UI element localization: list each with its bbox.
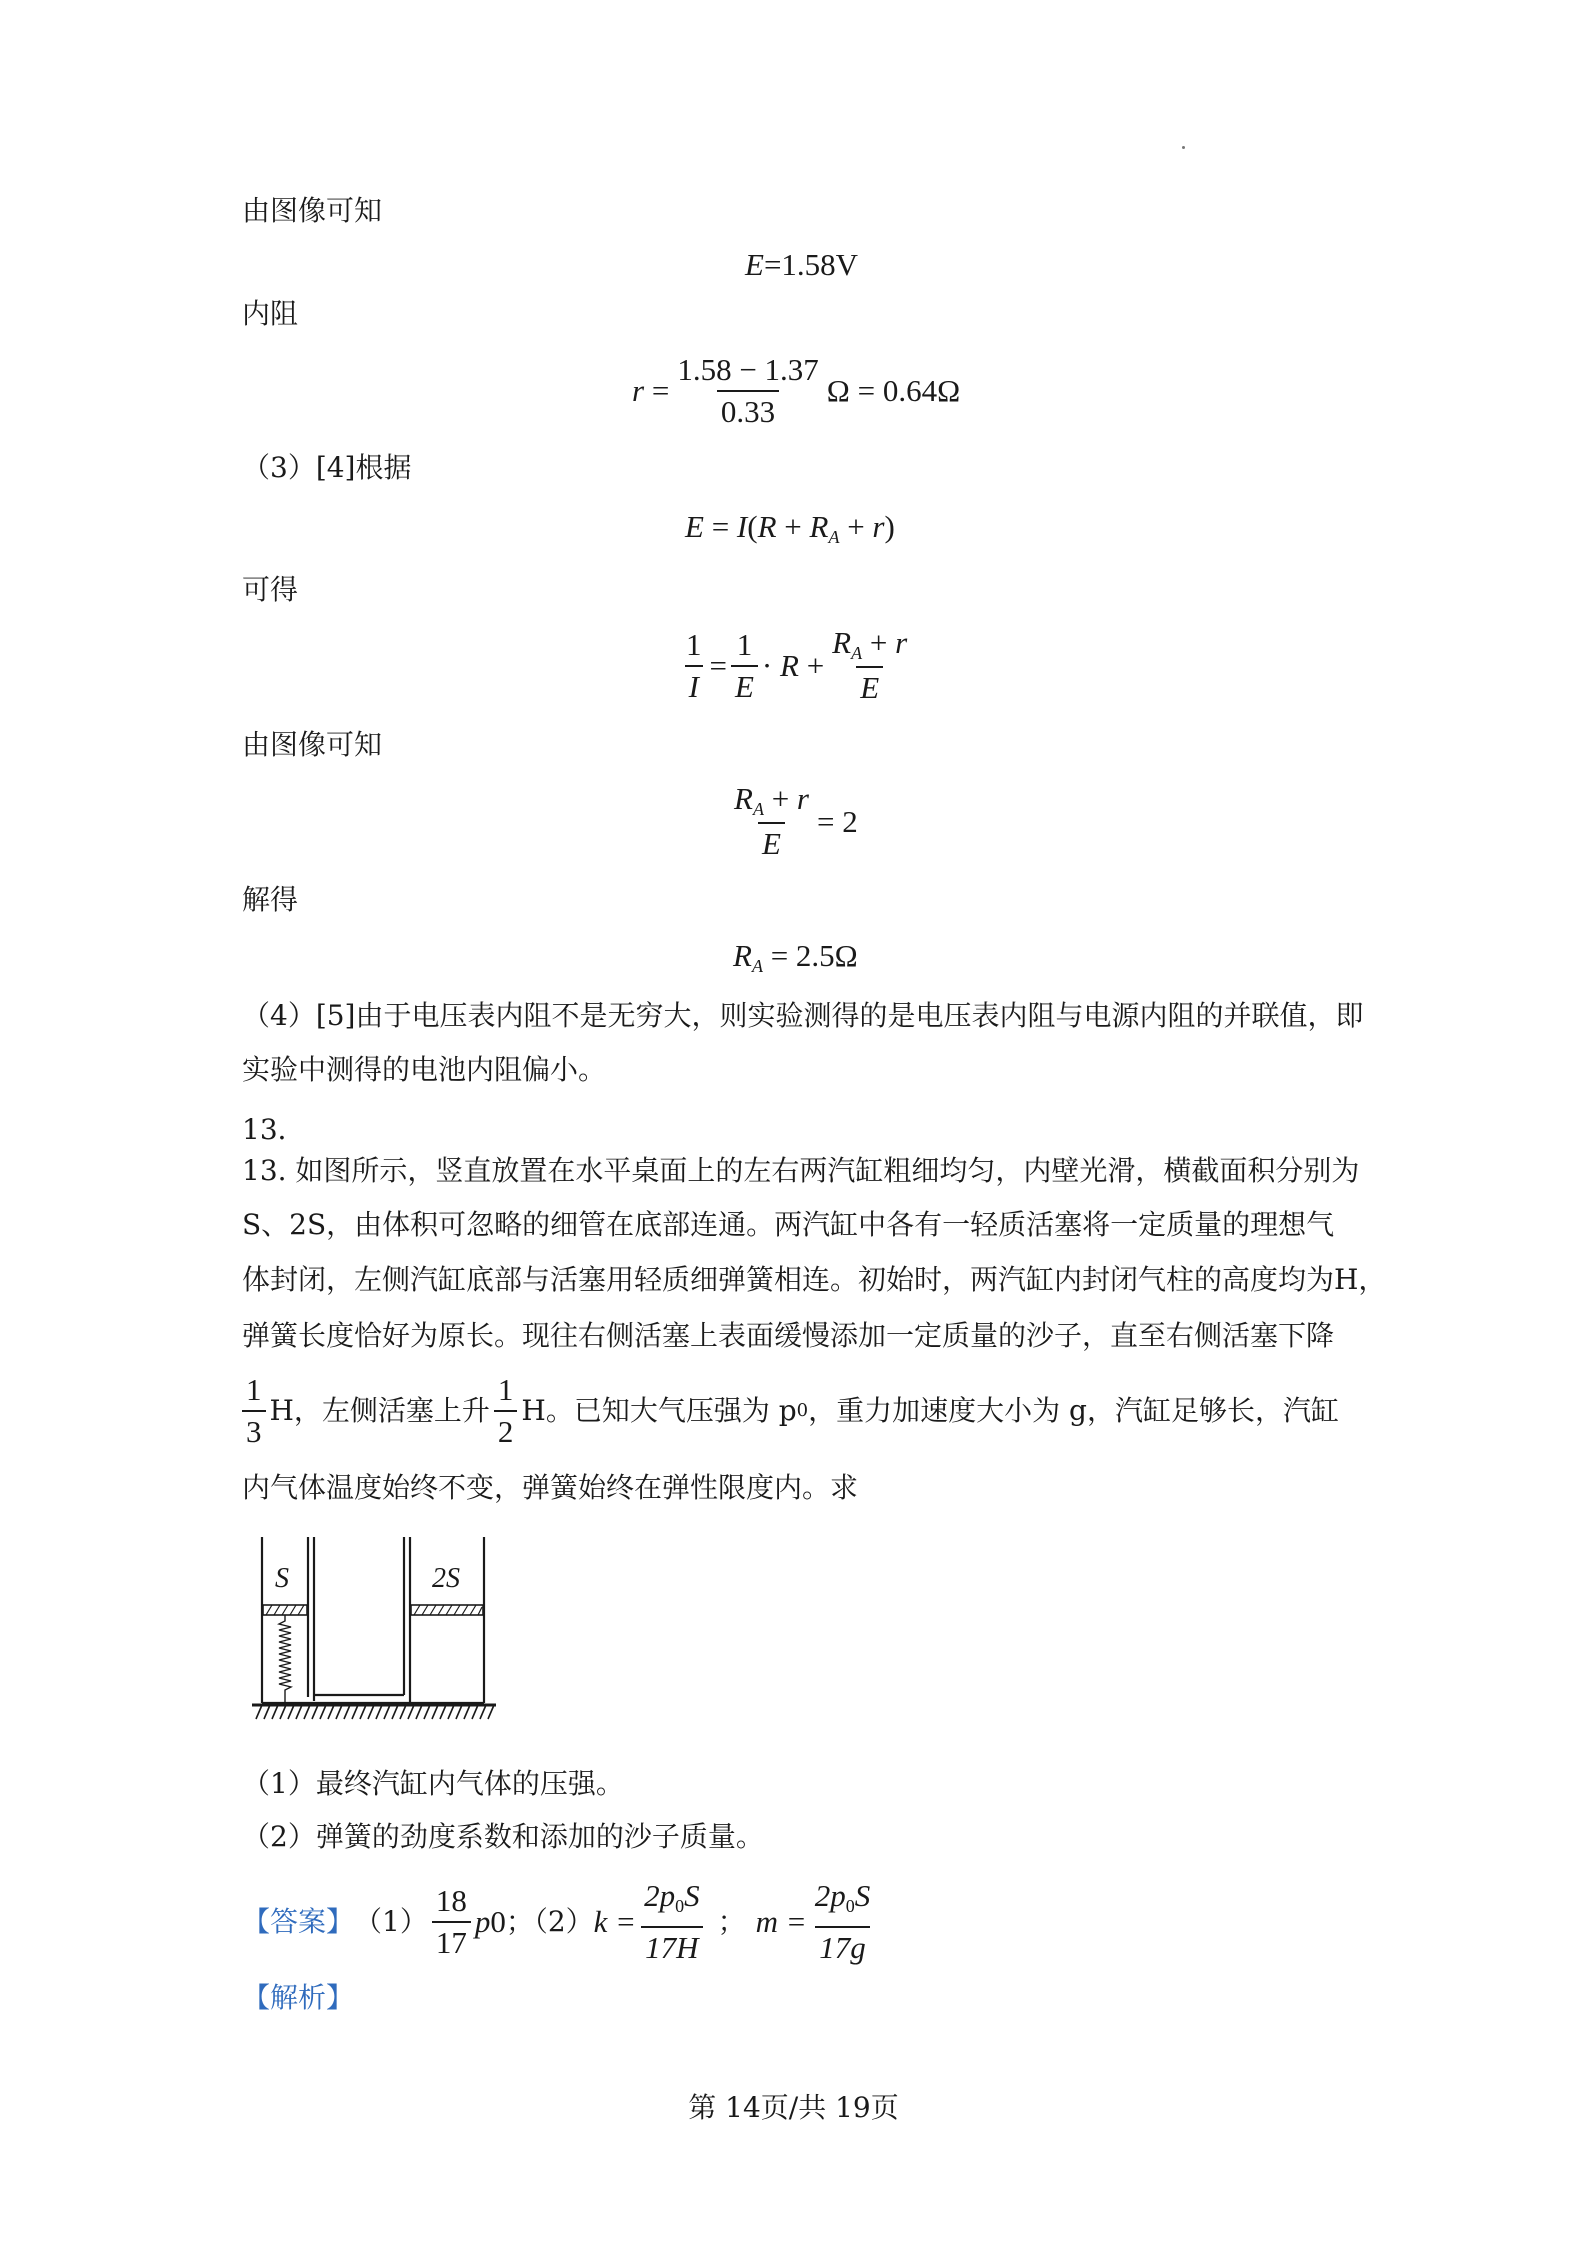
text-line: （3）[4]根据 [242, 451, 412, 484]
question-line: 内气体温度始终不变，弹簧始终在弹性限度内。求 [242, 1471, 859, 1504]
subscript: 0 [796, 1400, 809, 1421]
analysis-tag: 【解析】 [242, 1981, 355, 2014]
answer-m-symbol: m = [755, 1904, 807, 1939]
fraction-denominator: 3 [242, 1410, 266, 1450]
answer-k-symbol: k = [593, 1904, 637, 1939]
answer-symbol: p [474, 1904, 491, 1939]
cylinder-figure [248, 1535, 508, 1735]
equation-reciprocal: $\frac{1}{I}$ = $\frac{1}{E}$ · R + $\frac{R_A + r}{E}$ [678, 625, 915, 706]
equation-result: = 2.5Ω [762, 938, 858, 973]
fraction-denominator: E [856, 666, 883, 706]
equation-ohm: $E = I(R + R_A + r)$ [685, 509, 895, 547]
fraction-denominator: I [685, 665, 703, 705]
fraction-denominator: 17 [432, 1921, 471, 1961]
label-area-left: S [275, 1563, 289, 1594]
subscript: 0 [845, 1896, 855, 1916]
equation-intercept: $\frac{R_A + r}{E}$ = 2 [734, 781, 858, 861]
text-line: 可得 [242, 573, 299, 606]
question-line: 体封闭，左侧汽缸底部与活塞用轻质细弹簧相连。初始时，两汽缸内封闭气柱的高度均为H， [242, 1263, 1387, 1296]
fraction-denominator: 0.33 [717, 390, 779, 430]
subscript: 0 [675, 1896, 685, 1916]
question-line-fractions [242, 1372, 1339, 1450]
fraction-numerator-tail: S [684, 1878, 700, 1913]
question-text: ，重力加速度大小为 g，汽缸足够长，汽缸 [808, 1394, 1339, 1427]
subscript: 0 [490, 1904, 506, 1939]
separator: ； [717, 1905, 746, 1938]
paragraph-line: （4）[5]由于电压表内阻不是无穷大，则实验测得的是电压表内阻与电源内阻的并联值，即 [242, 999, 1364, 1032]
subscript: A [751, 956, 763, 976]
fraction-numerator: 1 [246, 1372, 262, 1407]
question-number: 13． [242, 1113, 306, 1146]
answer-part-1: （1） [354, 1905, 428, 1938]
equation-result: Ω = 0.64Ω [826, 373, 961, 408]
question-line: 13. 如图所示，竖直放置在水平桌面上的左右两汽缸粗细均匀，内壁光滑，横截面积分别为 [242, 1154, 1360, 1187]
equation-emf-rest: =1.58V [763, 247, 859, 282]
fraction-numerator: 1 [736, 626, 753, 662]
fraction-numerator: 2p [644, 1878, 676, 1913]
answer-tag: 【答案】 [242, 1905, 355, 1938]
equation-ammeter-resistance: $R_A = 2.5\Omega$ [733, 938, 858, 976]
fraction-denominator: 2 [494, 1410, 518, 1450]
paragraph-line: 实验中测得的电池内阻偏小。 [242, 1053, 607, 1086]
equation-internal-resistance: r = $\frac{1.58 - 1.37}{0.33}$ Ω = 0.64Ω [632, 352, 961, 429]
fraction-denominator: 17H [641, 1926, 702, 1966]
fraction-numerator: 1.58 − 1.37 [677, 352, 819, 387]
sub-question-1: （1）最终汽缸内气体的压强。 [242, 1767, 624, 1800]
text-line: 解得 [242, 883, 299, 916]
fraction-numerator: 2p [814, 1878, 846, 1913]
question-line: S、2S，由体积可忽略的细管在底部连通。两汽缸中各有一轻质活塞将一定质量的理想气 [242, 1208, 1335, 1241]
fraction-denominator: 17g [815, 1926, 870, 1966]
equals-sign: = [709, 647, 727, 683]
fraction-numerator: 1 [686, 626, 702, 662]
label-area-right: 2S [432, 1563, 460, 1594]
question-line: 弹簧长度恰好为原长。现往右侧活塞上表面缓慢添加一定质量的沙子，直至右侧活塞下降 [242, 1319, 1335, 1352]
equation-emf: E=1.58V [745, 247, 859, 282]
answer-line [242, 1878, 878, 1966]
fraction-numerator: 1 [497, 1372, 514, 1407]
sub-question-2: （2）弹簧的劲度系数和添加的沙子质量。 [242, 1820, 764, 1853]
answer-part-2: ；（2） [505, 1905, 594, 1938]
text-line: 内阻 [242, 297, 299, 330]
question-text: H，左侧活塞上升 [269, 1394, 490, 1427]
page-footer: 第 14页/共 19页 [688, 2091, 899, 2124]
equation-result: = 2 [817, 803, 858, 839]
question-text: H。已知大气压强为 p [521, 1394, 797, 1427]
text-line: 由图像可知 [242, 728, 383, 761]
fraction-denominator: E [731, 665, 758, 705]
fraction-numerator: 18 [435, 1883, 467, 1918]
fraction-numerator-tail: S [854, 1878, 871, 1913]
page-mark [1182, 146, 1185, 149]
text-line: 由图像可知 [242, 194, 383, 227]
fraction-denominator: E [758, 822, 785, 862]
subscript: A [828, 527, 840, 547]
